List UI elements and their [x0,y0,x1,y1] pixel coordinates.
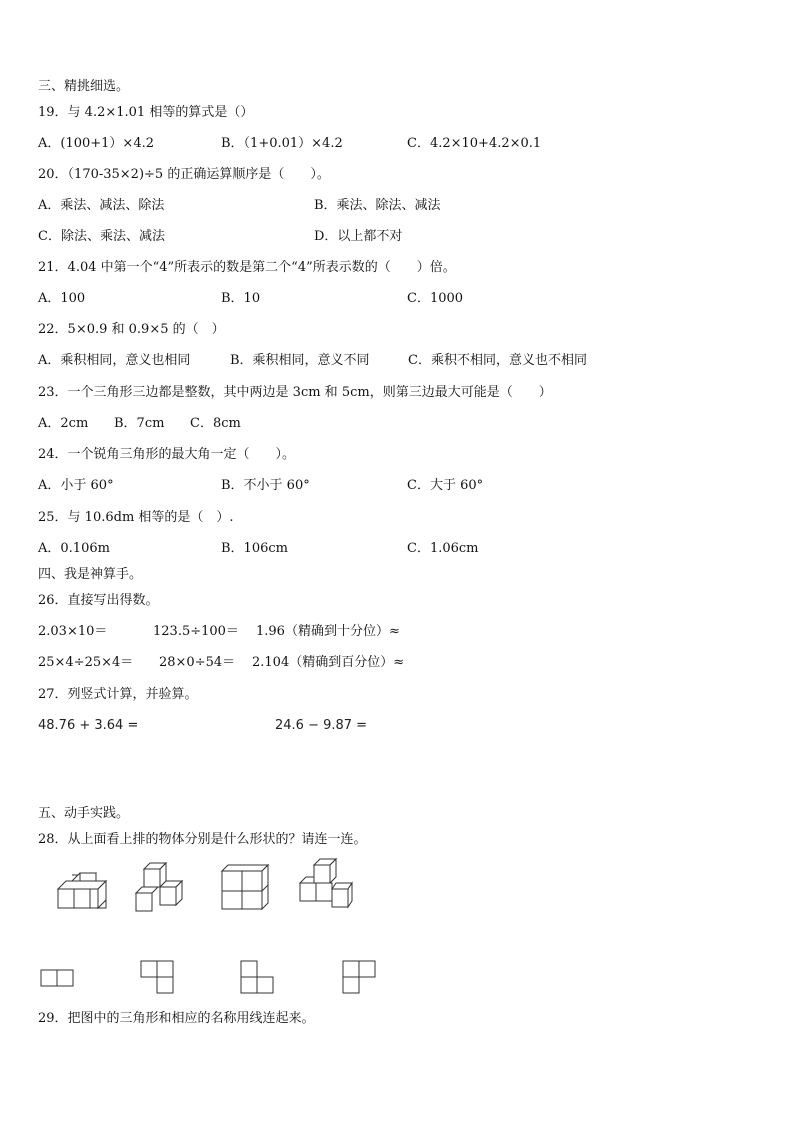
question-23: 23．一个三角形三边都是整数，其中两边是 3cm 和 5cm，则第三边最大可能是（ ） [38,385,552,400]
q25-option-b: B．106cm [221,541,288,556]
q24-option-b: B．不小于 60° [221,478,310,493]
q21-option-b: B．10 [221,291,261,306]
question-24: 24．一个锐角三角形的最大角一定（ ）。 [38,447,296,462]
cube-arrangement-3 [222,865,268,909]
top-view-2 [141,961,173,993]
q21-option-c: C．1000 [407,291,464,306]
q22-option-a: A．乘积相同，意义也相同 [38,353,191,368]
q26-item-4: 25×4÷25×4＝ [38,655,134,670]
q25-option-a: A．0.106m [38,541,110,556]
q28-figures [0,855,794,1005]
cube-arrangement-2 [136,863,182,911]
q20-option-a: A．乘法、减法、除法 [38,198,165,213]
question-28: 28．从上面看上排的物体分别是什么形状的？请连一连。 [38,832,367,847]
question-25: 25．与 10.6dm 相等的是（ ）. [38,510,234,525]
q19-option-c: C．4.2×10+4.2×0.1 [407,136,542,151]
q27-expression-1: 48.76 + 3.64 = [38,718,139,733]
section-3-title: 三、精挑细选。 [38,79,130,94]
q24-option-a: A．小于 60° [38,478,114,493]
question-22: 22．5×0.9 和 0.9×5 的（ ） [38,322,225,337]
q20-option-d: D．以上都不对 [314,229,403,244]
q20-option-c: C．除法、乘法、减法 [38,229,165,244]
q19-option-b: B．（1+0.01）×4.2 [221,136,343,151]
q26-item-2: 123.5÷100＝ [153,624,239,639]
q26-item-5: 28×0÷54＝ [159,655,236,670]
question-26: 26．直接写出得数。 [38,593,159,608]
q26-item-3: 1.96（精确到十分位）≈ [256,624,400,639]
section-4-title: 四、我是神算手。 [38,567,143,582]
question-19: 19．与 4.2×1.01 相等的算式是（） [38,105,254,120]
q27-expression-2: 24.6 − 9.87 = [275,718,368,733]
q19-option-a: A．(100+1）×4.2 [38,136,155,151]
top-view-4 [343,961,375,993]
question-21: 21．4.04 中第一个“4”所表示的数是第二个“4”所表示数的（ ）倍。 [38,260,456,275]
q21-option-a: A．100 [38,291,86,306]
q24-option-c: C．大于 60° [407,478,484,493]
top-view-3 [241,961,273,993]
q26-item-6: 2.104（精确到百分位）≈ [252,655,405,670]
section-5-title: 五、动手实践。 [38,806,130,821]
q25-option-c: C．1.06cm [407,541,479,556]
question-27: 27．列竖式计算，并验算。 [38,687,198,702]
q23-option-b: B．7cm [114,416,165,431]
question-20: 20．（170-35×2)÷5 的正确运算顺序是（ ）。 [38,167,330,182]
q22-option-b: B．乘积相同，意义不同 [230,353,370,368]
question-29: 29．把图中的三角形和相应的名称用线连起来。 [38,1011,315,1026]
top-view-1 [41,970,73,986]
q23-option-a: A．2cm [38,416,89,431]
q26-item-1: 2.03×10＝ [38,624,108,639]
cube-arrangement-1 [58,873,106,908]
q22-option-c: C．乘积不相同，意义也不相同 [408,353,587,368]
cube-arrangement-4 [300,859,352,907]
q20-option-b: B．乘法、除法、减法 [314,198,441,213]
q23-option-c: C．8cm [190,416,241,431]
